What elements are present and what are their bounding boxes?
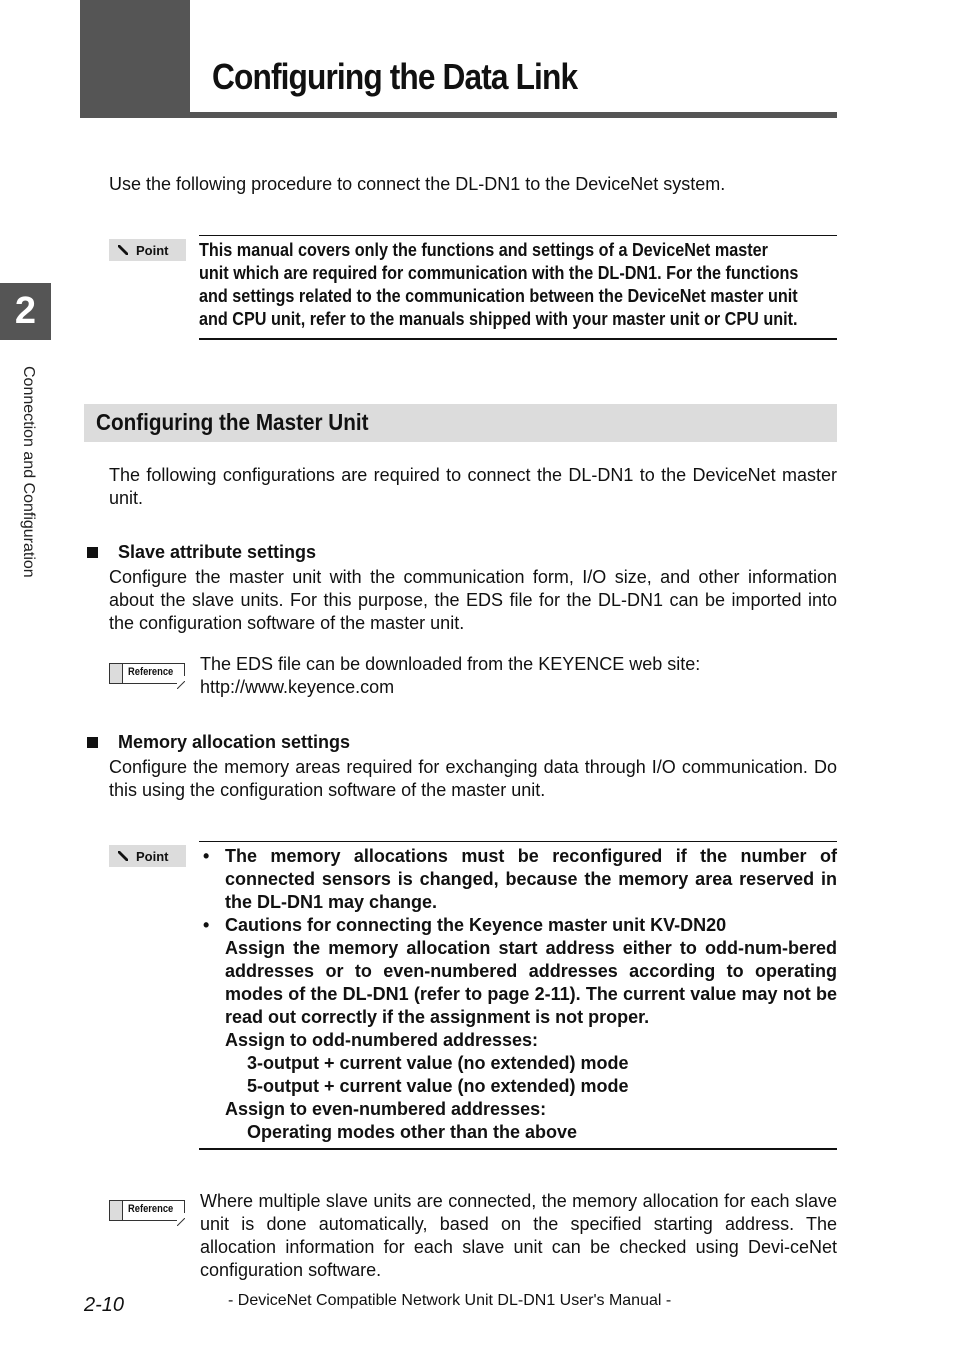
bullet-dot: • <box>203 915 210 935</box>
even-item: Operating modes other than the above <box>247 1122 578 1142</box>
reference-stripe <box>110 664 123 683</box>
point-1-line: and settings related to the communication between the DeviceNet master unit <box>199 286 798 306</box>
odd-item: 5-output + current value (no extended) mode <box>247 1076 629 1096</box>
bullet-2-title: Cautions for connecting the Keyence master unit KV-DN20 <box>225 915 727 935</box>
slave-heading-text: Slave attribute settings <box>118 542 317 562</box>
point-2-bullet-2 <box>199 914 837 937</box>
point-badge-label: Point <box>136 242 169 258</box>
point-1-line: and CPU unit, refer to the manuals shipped with your master unit or CPU unit. <box>199 309 798 329</box>
reference-corner-fold <box>177 1213 185 1221</box>
reference-badge-label: Reference <box>128 1203 174 1215</box>
footer-title: - DeviceNet Compatible Network Unit DL-DN1 User's Manual - <box>228 1292 672 1309</box>
reference-badge <box>109 1200 185 1221</box>
point-badge <box>109 239 186 261</box>
bullet-2-body: Assign the memory allocation start address either to odd-num-bered addresses or to even-numbered addresses according to operating modes of the DL-DN1 (refer to page 2-11). The current value may not be read out correctly if the assignment is not proper. <box>225 938 837 1027</box>
point-box-1 <box>199 235 837 340</box>
slave-heading <box>87 542 316 563</box>
chapter-side-label: Connection and Configuration <box>20 366 37 578</box>
pencil-icon <box>117 850 131 862</box>
page-title: Configuring the Data Link <box>212 56 578 97</box>
section-heading: Configuring the Master Unit <box>96 409 369 435</box>
square-bullet-icon <box>87 547 98 558</box>
memory-heading-text: Memory allocation settings <box>118 732 351 752</box>
memory-heading <box>87 732 350 753</box>
page-number: 2-10 <box>84 1294 125 1316</box>
bullet-dot: • <box>203 846 210 866</box>
section-intro: The following configurations are required to connect the DL-DN1 to the DeviceNet master unit. <box>109 465 837 508</box>
reference-text-2: Where multiple slave units are connected, the memory allocation for each slave unit is done automatically, based on the specified starting address. The allocation information for each slave unit can be checked using Devi-ceNet configuration software. <box>200 1191 837 1280</box>
square-bullet-icon <box>87 737 98 748</box>
reference-badge <box>109 663 185 684</box>
reference-url: http://www.keyence.com <box>200 677 395 697</box>
point-badge-label: Point <box>136 848 169 864</box>
reference-corner-fold <box>177 676 185 684</box>
reference-badge-label: Reference <box>128 666 174 678</box>
bullet-1-text: The memory allocations must be reconfigured if the number of connected sensors is changed, because the memory area reserved in the DL-DN1 may change. <box>225 846 837 912</box>
odd-item: 3-output + current value (no extended) mode <box>247 1053 629 1073</box>
header-rule <box>80 112 837 118</box>
point-1-line: This manual covers only the functions and settings of a DeviceNet master <box>199 240 768 260</box>
even-label: Assign to even-numbered addresses: <box>225 1099 547 1119</box>
point-2-bullet-1 <box>199 845 837 914</box>
chapter-number: 2 <box>0 283 51 340</box>
header-dark-block <box>80 0 190 118</box>
pencil-icon <box>117 244 131 256</box>
reference-text-1 <box>200 653 837 699</box>
slave-body: Configure the master unit with the communication form, I/O size, and other information about the slave units. For this purpose, the EDS file for the DL-DN1 can be imported into the configuration software of the master unit. <box>109 567 837 633</box>
point-box-2-content <box>199 845 837 1144</box>
reference-line: The EDS file can be downloaded from the KEYENCE web site: <box>200 654 701 674</box>
intro-text: Use the following procedure to connect the DL-DN1 to the DeviceNet system. <box>109 174 726 194</box>
point-box-2 <box>199 841 837 1150</box>
point-badge <box>109 845 186 867</box>
point-1-line: unit which are required for communication with the DL-DN1. For the functions <box>199 263 799 283</box>
memory-body: Configure the memory areas required for exchanging data through I/O communication. Do this using the configuration software of the master unit. <box>109 757 837 800</box>
odd-label: Assign to odd-numbered addresses: <box>225 1030 539 1050</box>
point-box-1-text <box>199 239 837 331</box>
reference-stripe <box>110 1201 123 1220</box>
